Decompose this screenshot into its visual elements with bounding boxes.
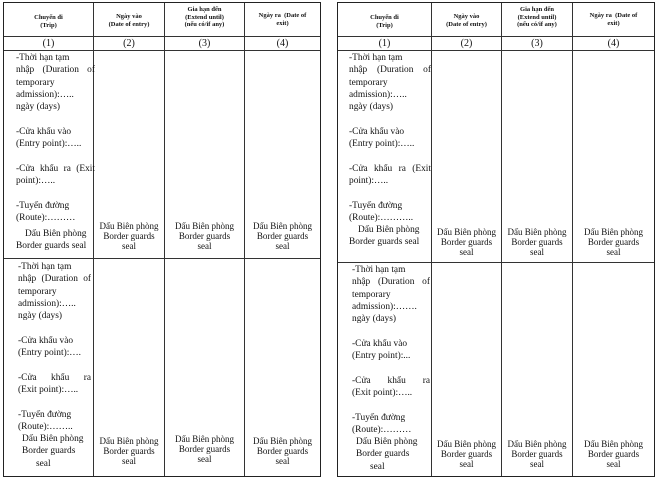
header-trip: Chuyến đi (Trip) <box>34 14 63 29</box>
header-entry-date: Ngày vào (Date of entry) <box>446 13 487 28</box>
border-seal: Dấu Biên phòng Border guards seal <box>437 227 496 258</box>
header-extend-until: Gia hạn đến (Extend until) (nếu có/if any) <box>184 6 225 28</box>
border-seal: Dấu Biên phòng Border guards seal <box>99 221 159 252</box>
left-page <box>3 2 321 477</box>
border-seal: Dấu Biên phòng Border guards seal <box>437 439 496 470</box>
trip-details-1: -Thời hạn tạm nhập (Duration of temporary admission):….. ngày (days) -Cửa khẩu vào (Entry point):….. -Cửa khẩu ra (Exit point):….. -Tuyến đường (Route):……… Dấu Biên phòng Border guards seal <box>16 53 95 252</box>
border-seal: Dấu Biên phòng Border guards seal <box>253 221 312 252</box>
row-divider <box>338 50 654 51</box>
row-divider <box>4 50 320 51</box>
column-number: (4) <box>607 38 620 49</box>
border-seal: Dấu Biên phòng Border guards seal <box>175 434 234 465</box>
column-number: (2) <box>460 38 473 49</box>
column-number: (1) <box>378 38 391 49</box>
row-divider <box>4 36 320 37</box>
trip-details-2: -Thời hạn tạm nhập (Duration of temporary admission):……. ngày (days) -Cửa khẩu vào (Entry point):... -Cửa khẩu ra (Exit point):….. -Tuyến đường (Route):……… Dấu Biên phòng Border guards seal <box>352 265 430 472</box>
column-number: (1) <box>42 38 55 49</box>
border-seal: Dấu Biên phòng Border guards seal <box>99 436 159 467</box>
row-divider <box>338 36 654 37</box>
column-number: (2) <box>123 38 135 49</box>
trip-details-1: -Thời hạn tạm nhập (Duration of temporary admission):….. ngày (days) -Cửa khẩu vào (Entry point):….. -Cửa khẩu ra (Exit point):….. -Tuyến đường (Route):……….. Dấu Biên phòng Border guards seal <box>349 53 431 248</box>
border-seal: Dấu Biên phòng Border guards seal <box>507 227 567 258</box>
border-seal: Dấu Biên phòng Border guards seal <box>584 227 643 258</box>
header-exit-date: Ngày ra (Date of exit) <box>589 12 638 27</box>
row-divider <box>4 258 320 259</box>
column-number: (3) <box>531 38 543 49</box>
right-page <box>337 2 655 477</box>
header-entry-date: Ngày vào (Date of entry) <box>108 13 150 28</box>
row-divider <box>338 262 654 263</box>
header-trip: Chuyến đi (Trip) <box>370 14 399 29</box>
column-number: (3) <box>198 38 211 49</box>
border-seal: Dấu Biên phòng Border guards seal <box>175 221 234 252</box>
column-number: (4) <box>276 38 289 49</box>
border-seal: Dấu Biên phòng Border guards seal <box>253 436 312 467</box>
header-exit-date: Ngày ra (Date of exit) <box>258 12 307 27</box>
header-extend-until: Gia hạn đến (Extend until) (nếu có/if any) <box>517 6 557 28</box>
border-seal: Dấu Biên phòng Border guards seal <box>584 439 643 470</box>
trip-details-2: -Thời hạn tạm nhập (Duration of temporary admission):….. ngày (days) -Cửa khẩu vào (Entry point):…. -Cửa khẩu ra (Exit point):….. -Tuyến đường (Route):…….. Dấu Biên phòng Border guards seal <box>18 262 92 469</box>
border-seal: Dấu Biên phòng Border guards seal <box>507 439 567 470</box>
